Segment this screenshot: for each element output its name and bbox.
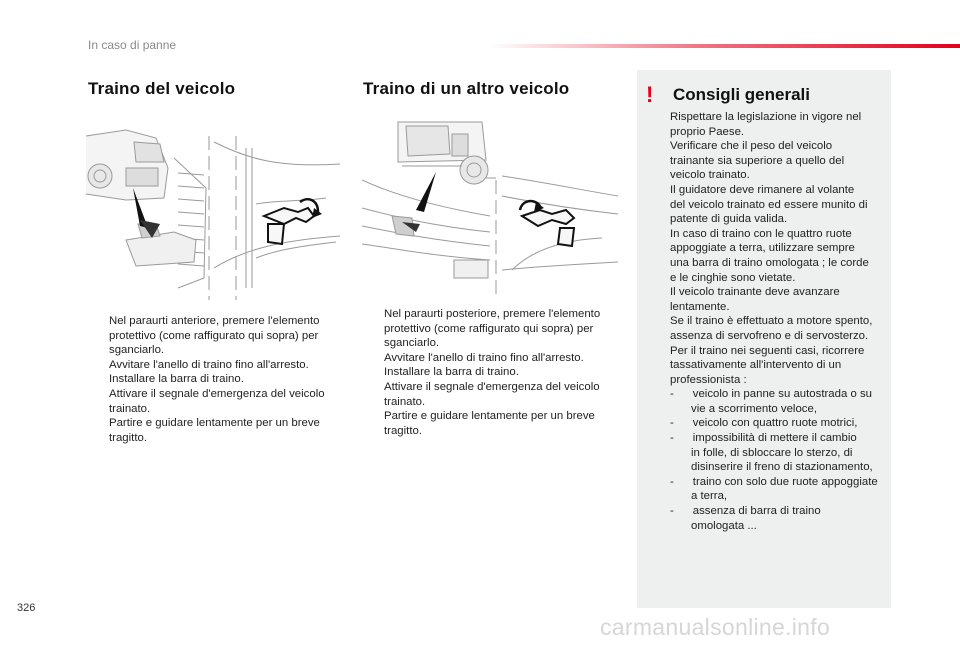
list-item: Avvitare l'anello di traino fino all'arresto. (384, 351, 584, 364)
watermark-text: carmanualsonline.info (600, 614, 831, 640)
front-towing-illustration (86, 128, 340, 300)
rear-towing-illustration (362, 120, 618, 300)
advice-panel-text: Rispettare la legislazione in vigore nel proprio Paese. Verificare che il peso del veicolo trainante sia superiore a quello del veicolo trainato. Il guidatore deve rimanere al volante del veicolo trainato ed essere munito di patente di guida valida. In caso di traino con le quattro ruote appoggiate a terra, utilizzare sempre una barra di traino omologata ; le corde e le cinghie sono vietate. Il veicolo trainante deve avanzare lentamente. Se il traino è effettuato a motore spento, assenza di servofreno e di servosterzo. Per il traino nei seguenti casi, ricorrere tassativamente all'intervento di un professionista : - veicolo in panne su autostrada o su vie a scorrimento veloce, - veicolo con quattro ruote motrici, - impossibilità di mettere il cambio in folle, di sbloccare lo sterzo, di disinserire il freno di stazionamento, - traino con solo due ruote appoggiate a terra, - assenza di barra di traino omologata ... (670, 111, 878, 532)
list-item: Installare la barra di traino. (384, 366, 519, 379)
list-item: Attivare il segnale d'emergenza del veicolo trainato. (109, 387, 325, 415)
page-number: 326 (17, 602, 36, 614)
advice-panel-title: Consigli generali (673, 85, 810, 104)
list-item: Attivare il segnale d'emergenza del veicolo trainato. (384, 380, 600, 408)
list-item: Partire e guidare lentamente per un breve tragitto. (384, 410, 595, 437)
section-title-towing-other: Traino di un altro veicolo (363, 79, 570, 98)
rear-towing-steps (363, 307, 618, 438)
list-item: Avvitare l'anello di traino fino all'arresto. (109, 358, 309, 371)
list-item: Nel paraurti anteriore, premere l'elemento protettivo (come raffigurato qui sopra) per sganciarlo. (109, 315, 320, 357)
running-header: In caso di panne (88, 38, 177, 52)
list-item: Partire e guidare lentamente per un breve tragitto. (109, 417, 320, 444)
warning-icon: ! (646, 82, 654, 107)
section-title-front-towing: Traino del veicolo (88, 79, 236, 98)
list-item: Installare la barra di traino. (109, 373, 244, 386)
list-item: Nel paraurti posteriore, premere l'elemento protettivo (come raffigurato qui sopra) per sganciarlo. (384, 308, 601, 350)
header-accent-rule (490, 44, 960, 48)
front-towing-steps (88, 314, 343, 445)
